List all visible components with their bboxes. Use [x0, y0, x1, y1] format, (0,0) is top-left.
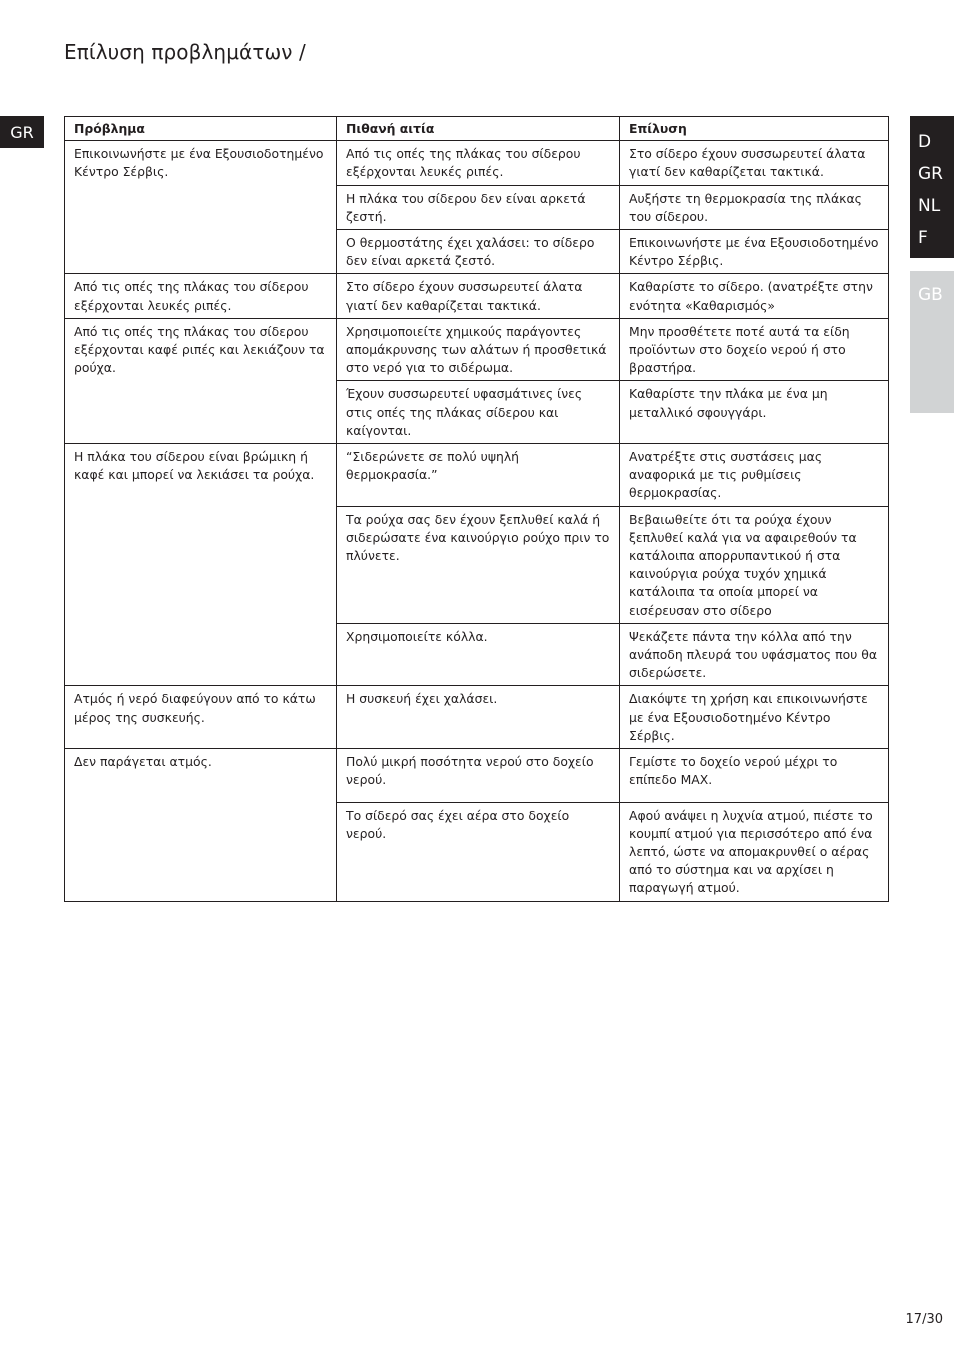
cause-cell: Ο θερμοστάτης έχει χαλάσει: το σίδερο δεν είναι αρκετά ζεστό.	[337, 230, 620, 274]
problem-cell: Από τις οπές της πλάκας του σίδερου εξέρχονται καφέ ριπές και λεκιάζουν τα ρούχα.	[65, 318, 337, 443]
solution-cell: Βεβαιωθείτε ότι τα ρούχα έχουν ξεπλυθεί καλά για να αφαιρεθούν τα κατάλοιπα απορρυπαντικού ή στα καινούργια ρούχα τυχόν χημικά κατάλοιπα τα οποία μπορεί να εισέρευσαν στο σίδερο	[620, 506, 889, 623]
solution-cell: Επικοινωνήστε με ένα Εξουσιοδοτημένο Κέντρο Σέρβις.	[620, 230, 889, 274]
cause-cell: “Σιδερώνετε σε πολύ υψηλή θερμοκρασία.”	[337, 444, 620, 507]
solution-cell: Καθαρίστε το σίδερο. (ανατρέξτε στην ενότητα «Καθαρισμός»	[620, 274, 889, 318]
cause-cell: Στο σίδερο έχουν συσσωρευτεί άλατα γιατί δεν καθαρίζεται τακτικά.	[337, 274, 620, 318]
problem-cell: Η πλάκα του σίδερου είναι βρώμικη ή καφέ και μπορεί να λεκιάσει τα ρούχα.	[65, 444, 337, 686]
cause-cell: Τα ρούχα σας δεν έχουν ξεπλυθεί καλά ή σιδερώσατε ένα καινούργιο ρούχο πριν το πλύνετε.	[337, 506, 620, 623]
side-tab-d[interactable]: D	[918, 132, 932, 152]
cause-cell: Από τις οπές της πλάκας του σίδερου εξέρχονται λευκές ριπές.	[337, 141, 620, 185]
problem-cell: Από τις οπές της πλάκας του σίδερου εξέρχονται λευκές ριπές.	[65, 274, 337, 318]
side-tab-gb[interactable]: GB	[918, 285, 943, 305]
cause-cell: Χρησιμοποιείτε χημικούς παράγοντες απομάκρυνσης των αλάτων ή προσθετικά στο νερό για το σιδέρωμα.	[337, 318, 620, 381]
problem-cell: Δεν παράγεται ατμός.	[65, 749, 337, 901]
table-row	[65, 274, 889, 318]
solution-cell: Μην προσθέτετε ποτέ αυτά τα είδη προϊόντων στο δοχείο νερού ή στο βραστήρα.	[620, 318, 889, 381]
cause-cell: Η συσκευή έχει χαλάσει.	[337, 686, 620, 749]
page-number: 17/30	[905, 1312, 943, 1327]
side-tab-f[interactable]: F	[918, 228, 928, 248]
cause-cell: Έχουν συσσωρευτεί υφασμάτινες ίνες στις οπές της πλάκας σίδερου και καίγονται.	[337, 381, 620, 444]
language-badge: GR	[0, 116, 44, 148]
side-language-tabs-active	[910, 116, 954, 258]
cause-cell: Η πλάκα του σίδερου δεν είναι αρκετά ζεστή.	[337, 185, 620, 229]
table-row	[65, 141, 889, 185]
table-row	[65, 318, 889, 381]
solution-cell: Ψεκάζετε πάντα την κόλλα από την ανάποδη πλευρά του υφάσματος που θα σιδερώσετε.	[620, 623, 889, 686]
header-cause: Πιθανή αιτία	[337, 117, 620, 141]
side-tab-gr[interactable]: GR	[918, 164, 943, 184]
table-row	[65, 749, 889, 802]
solution-cell: Διακόψτε τη χρήση και επικοινωνήστε με ένα Εξουσιοδοτημένο Κέντρο Σέρβις.	[620, 686, 889, 749]
solution-cell: Ανατρέξτε στις συστάσεις μας αναφορικά με τις ρυθμίσεις θερμοκρασίας.	[620, 444, 889, 507]
table-header-row	[65, 117, 889, 141]
page-title: Επίλυση προβλημάτων /	[64, 40, 306, 64]
header-problem: Πρόβλημα	[65, 117, 337, 141]
solution-cell: Στο σίδερο έχουν συσσωρευτεί άλατα γιατί δεν καθαρίζεται τακτικά.	[620, 141, 889, 185]
troubleshooting-table	[64, 116, 889, 902]
solution-cell: Γεμίστε το δοχείο νερού μέχρι το επίπεδο MAX.	[620, 749, 889, 802]
problem-cell: Επικοινωνήστε με ένα Εξουσιοδοτημένο Κέντρο Σέρβις.	[65, 141, 337, 274]
solution-cell: Καθαρίστε την πλάκα με ένα μη μεταλλικό σφουγγάρι.	[620, 381, 889, 444]
solution-cell: Αφού ανάψει η λυχνία ατμού, πιέστε το κουμπί ατμού για περισσότερο από ένα λεπτό, ώστε να απομακρυνθεί ο αέρας από το σύστημα και να αρχίσει η παραγωγή ατμού.	[620, 802, 889, 901]
side-language-tabs-inactive	[910, 271, 954, 413]
cause-cell: Το σίδερό σας έχει αέρα στο δοχείο νερού.	[337, 802, 620, 901]
table-row	[65, 444, 889, 507]
side-tab-nl[interactable]: NL	[918, 196, 941, 216]
cause-cell: Πολύ μικρή ποσότητα νερού στο δοχείο νερού.	[337, 749, 620, 802]
table-row	[65, 686, 889, 749]
cause-cell: Χρησιμοποιείτε κόλλα.	[337, 623, 620, 686]
problem-cell: Ατμός ή νερό διαφεύγουν από το κάτω μέρος της συσκευής.	[65, 686, 337, 749]
header-solution: Επίλυση	[620, 117, 889, 141]
solution-cell: Αυξήστε τη θερμοκρασία της πλάκας του σίδερου.	[620, 185, 889, 229]
